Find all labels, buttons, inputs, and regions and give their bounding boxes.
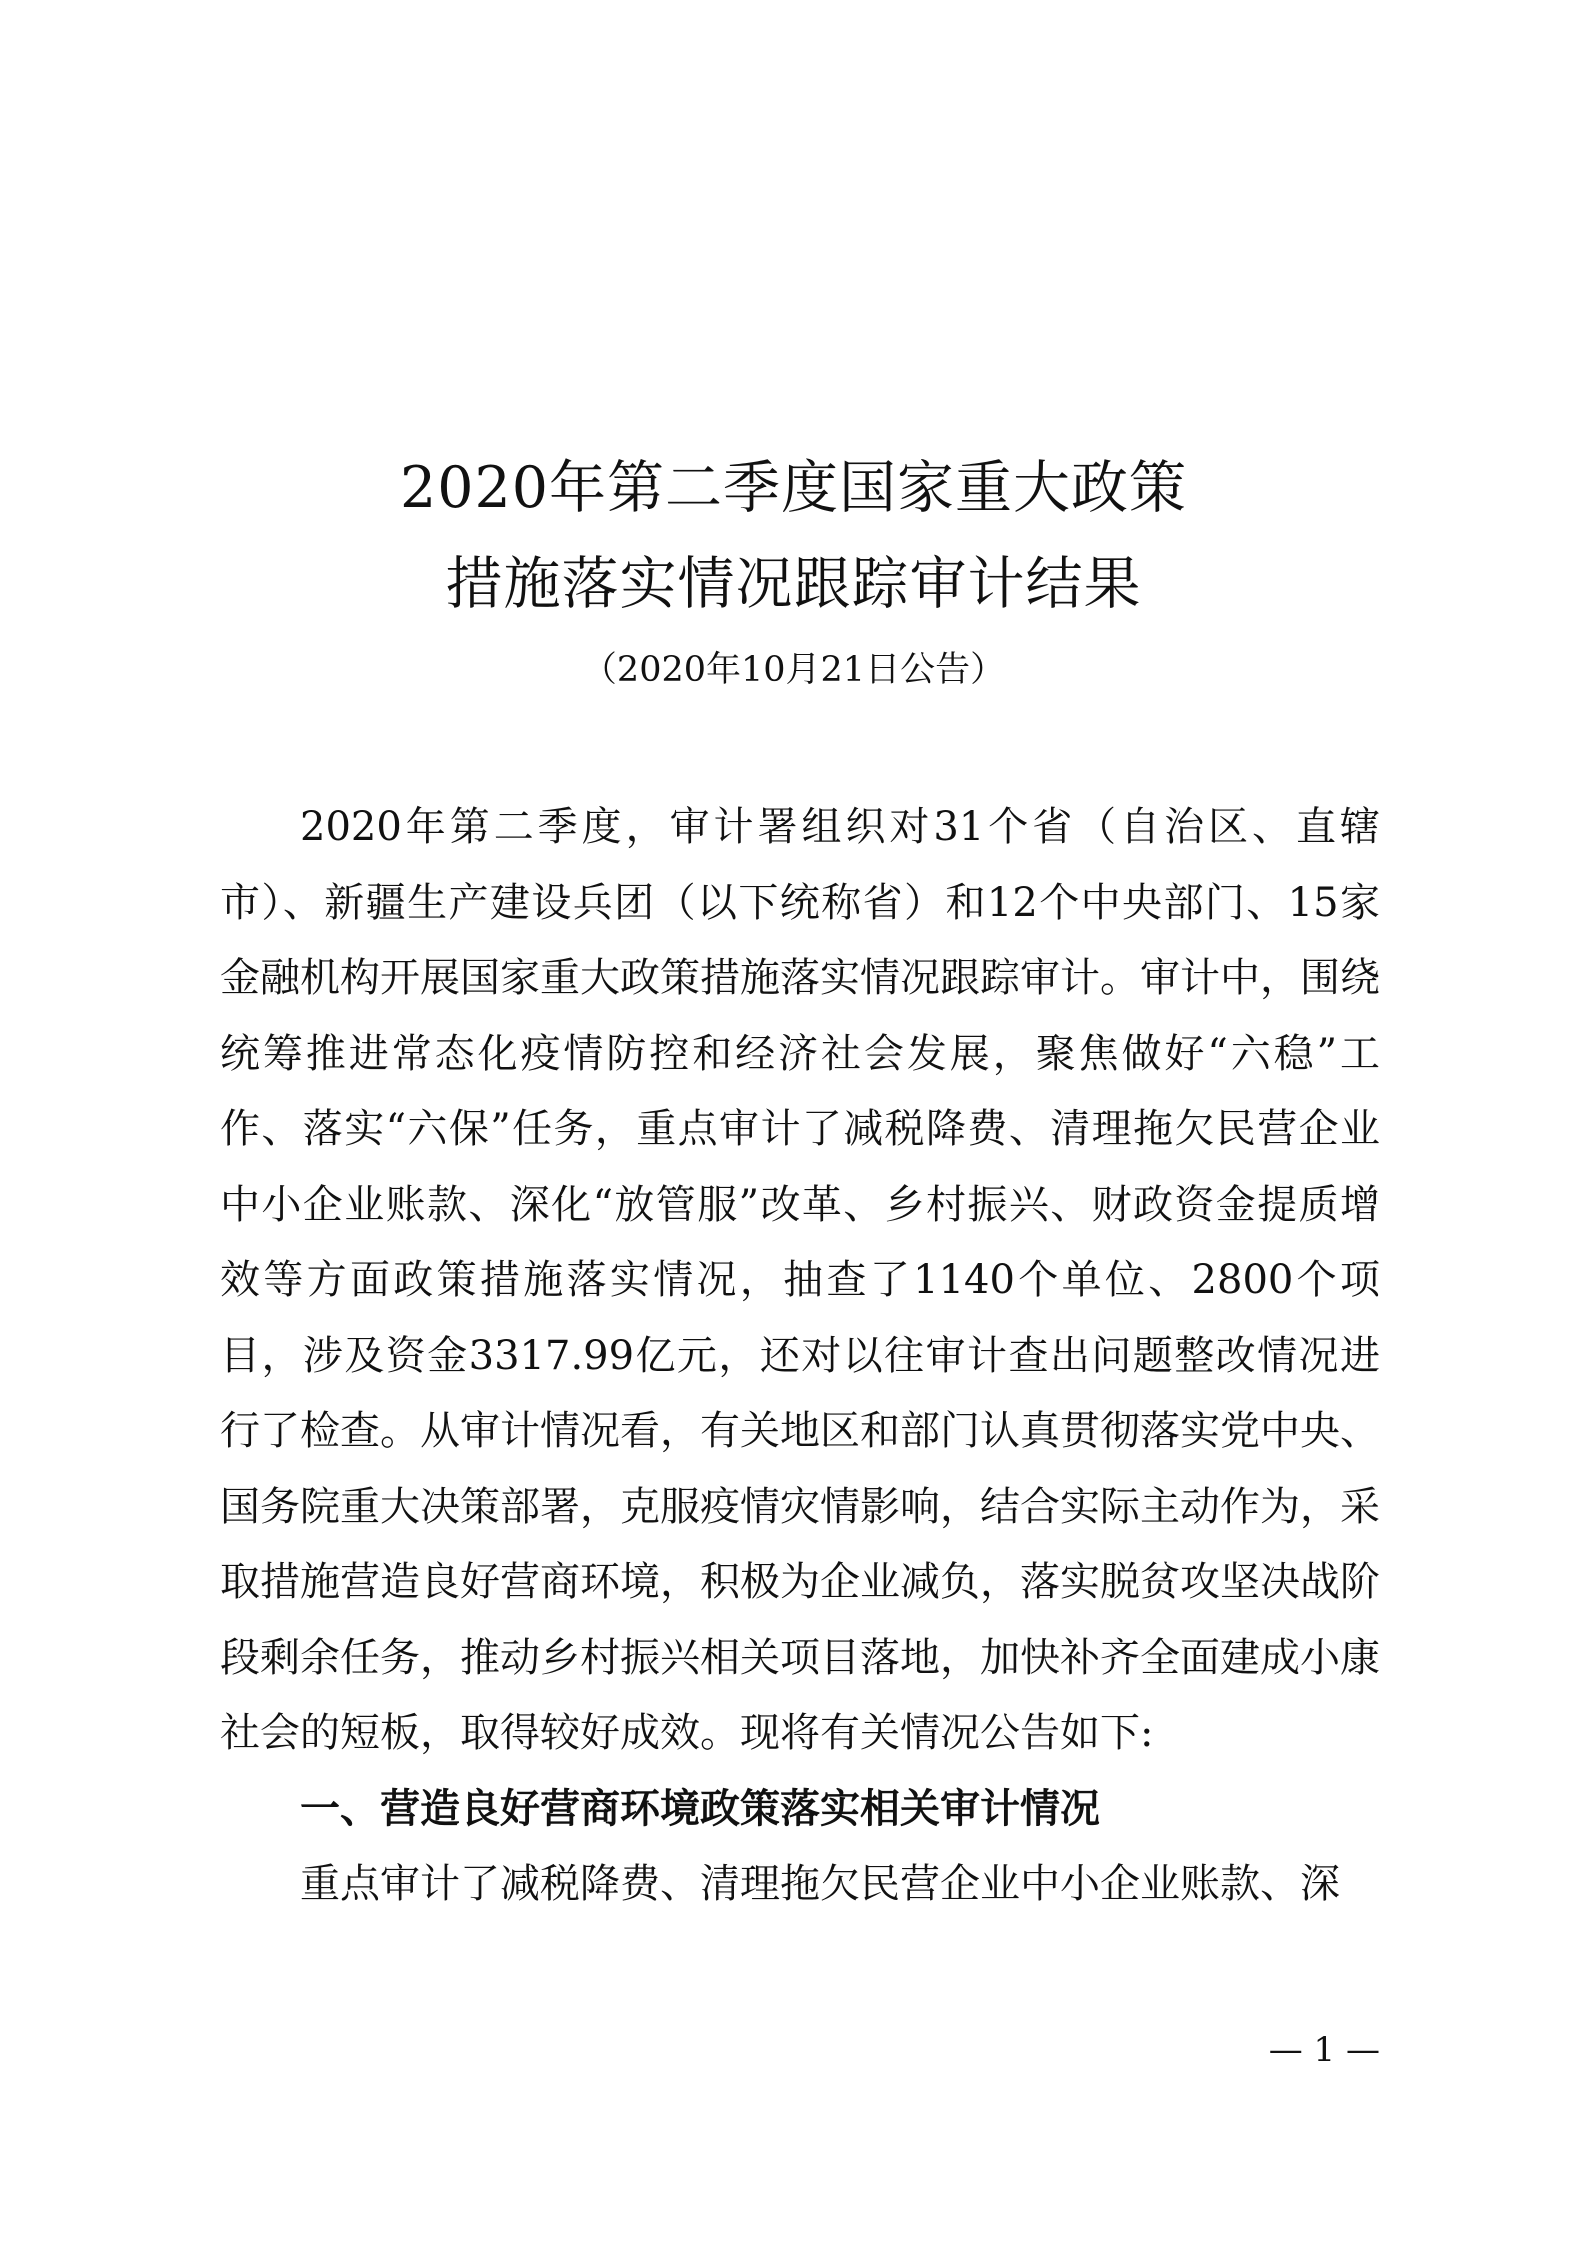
document-body bbox=[220, 790, 1380, 1923]
document-title-line-2: 措施落实情况跟踪审计结果 bbox=[445, 551, 1142, 617]
section-heading-1: 一、营造良好营商环境政策落实相关审计情况 bbox=[300, 1785, 1100, 1832]
announcement-date: （2020年10月21日公告） bbox=[581, 650, 1006, 690]
page-number: — 1 — bbox=[1268, 2030, 1380, 2070]
section-1-paragraph: 重点审计了减税降费、清理拖欠民营企业中小企业账款、深 bbox=[300, 1861, 1340, 1907]
document-title-line-1: 2020年第二季度国家重大政策 bbox=[399, 455, 1188, 521]
intro-paragraph: 2020年第二季度，审计署组织对31个省（自治区、直辖市）、新疆生产建设兵团（以下统称省）和12个中央部门、15家金融机构开展国家重大政策措施落实情况跟踪审计。审计中，围绕统筹推进常态化疫情防控和经济社会发展，聚焦做好“六稳”工作、落实“六保”任务，重点审计了减税降费、清理拖欠民营企业中小企业账款、深化“放管服”改革、乡村振兴、财政资金提质增效等方面政策措施落实情况，抽查了1140个单位、2800个项目，涉及资金3317.99亿元，还对以往审计查出问题整改情况进行了检查。从审计情况看，有关地区和部门认真贯彻落实党中央、国务院重大决策部署，克服疫情灾情影响，结合实际主动作为，采取措施营造良好营商环境，积极为企业减负，落实脱贫攻坚决战阶段剩余任务，推动乡村振兴相关项目落地，加快补齐全面建成小康社会的短板，取得较好成效。现将有关情况公告如下: bbox=[220, 804, 1380, 1756]
title-block bbox=[0, 440, 1587, 700]
